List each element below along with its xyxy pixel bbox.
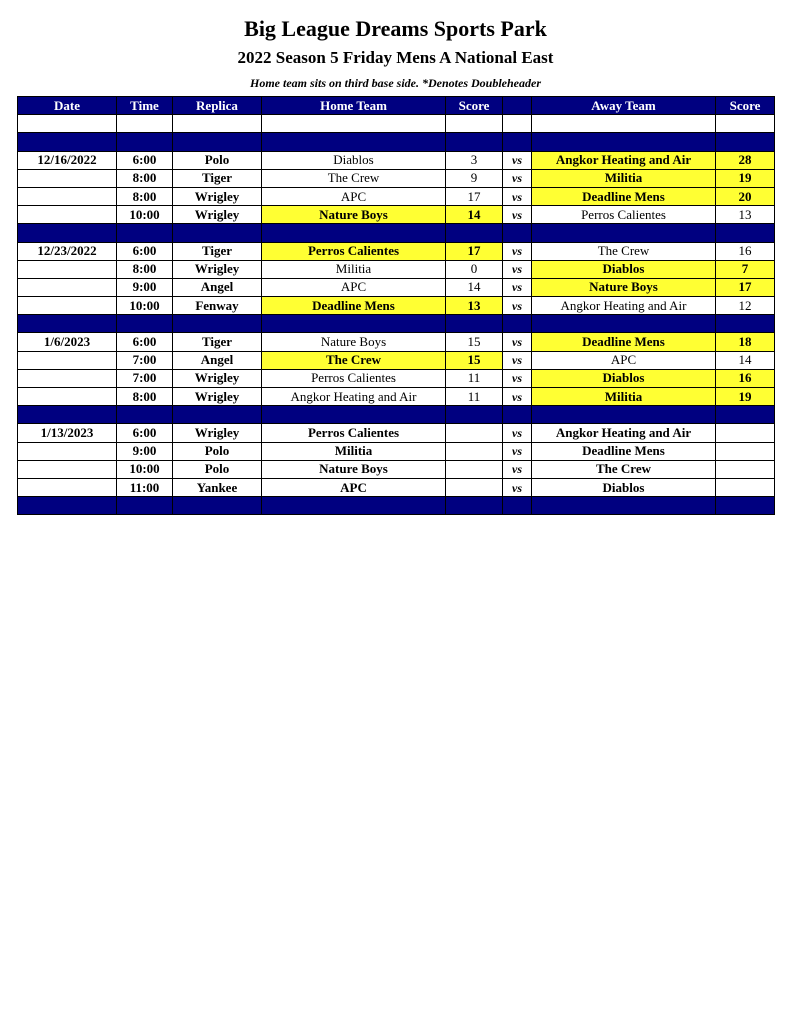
empty-cell	[18, 315, 117, 333]
vs-cell: vs	[503, 297, 532, 315]
empty-cell	[117, 115, 173, 133]
vs-cell: vs	[503, 187, 532, 205]
header-row	[18, 97, 775, 115]
col-header-away-team: Away Team	[532, 97, 716, 115]
spacer-row	[18, 224, 775, 242]
vs-cell: vs	[503, 369, 532, 387]
empty-cell	[117, 133, 173, 151]
empty-cell	[117, 497, 173, 515]
game-row	[18, 442, 775, 460]
empty-cell	[117, 315, 173, 333]
empty-cell	[532, 497, 716, 515]
col-header-away-score: Score	[716, 97, 775, 115]
away-score-cell: 19	[716, 388, 775, 406]
home-score-cell	[446, 424, 503, 442]
date-cell	[18, 478, 117, 496]
away-score-cell	[716, 478, 775, 496]
vs-cell: vs	[503, 424, 532, 442]
vs-cell: vs	[503, 206, 532, 224]
date-cell	[18, 369, 117, 387]
away-team-cell: The Crew	[532, 242, 716, 260]
empty-cell	[532, 406, 716, 424]
home-team-cell: Diablos	[262, 151, 446, 169]
spacer-row	[18, 406, 775, 424]
home-team-cell: Nature Boys	[262, 206, 446, 224]
empty-cell	[173, 115, 262, 133]
replica-field-cell: Wrigley	[173, 369, 262, 387]
home-team-cell: Deadline Mens	[262, 297, 446, 315]
replica-field-cell: Wrigley	[173, 206, 262, 224]
empty-cell	[446, 224, 503, 242]
vs-cell: vs	[503, 242, 532, 260]
date-cell: 12/16/2022	[18, 151, 117, 169]
col-header-home-score: Score	[446, 97, 503, 115]
game-row	[18, 388, 775, 406]
empty-cell	[532, 133, 716, 151]
game-row	[18, 151, 775, 169]
home-score-cell	[446, 442, 503, 460]
spacer-row	[18, 315, 775, 333]
away-score-cell: 16	[716, 242, 775, 260]
col-header-replica: Replica	[173, 97, 262, 115]
empty-cell	[503, 315, 532, 333]
empty-cell	[173, 315, 262, 333]
away-team-cell: Militia	[532, 388, 716, 406]
away-score-cell: 12	[716, 297, 775, 315]
col-header-time: Time	[117, 97, 173, 115]
empty-cell	[262, 115, 446, 133]
date-cell	[18, 206, 117, 224]
home-score-cell: 17	[446, 187, 503, 205]
away-score-cell: 18	[716, 333, 775, 351]
empty-cell	[18, 406, 117, 424]
empty-cell	[446, 497, 503, 515]
game-row	[18, 206, 775, 224]
empty-cell	[532, 115, 716, 133]
vs-cell: vs	[503, 169, 532, 187]
col-header-home-team: Home Team	[262, 97, 446, 115]
empty-cell	[503, 224, 532, 242]
vs-cell: vs	[503, 151, 532, 169]
empty-cell	[262, 497, 446, 515]
home-score-cell: 17	[446, 242, 503, 260]
time-cell: 11:00	[117, 478, 173, 496]
date-cell	[18, 351, 117, 369]
time-cell: 9:00	[117, 442, 173, 460]
game-row	[18, 242, 775, 260]
empty-cell	[716, 133, 775, 151]
empty-cell	[173, 406, 262, 424]
game-row	[18, 424, 775, 442]
replica-field-cell: Polo	[173, 460, 262, 478]
away-team-cell: Deadline Mens	[532, 187, 716, 205]
away-score-cell	[716, 442, 775, 460]
vs-cell: vs	[503, 478, 532, 496]
replica-field-cell: Polo	[173, 151, 262, 169]
away-team-cell: The Crew	[532, 460, 716, 478]
home-team-cell: APC	[262, 278, 446, 296]
date-cell: 1/6/2023	[18, 333, 117, 351]
away-team-cell: Nature Boys	[532, 278, 716, 296]
away-team-cell: Deadline Mens	[532, 333, 716, 351]
home-score-cell: 15	[446, 351, 503, 369]
time-cell: 9:00	[117, 278, 173, 296]
date-cell: 12/23/2022	[18, 242, 117, 260]
replica-field-cell: Tiger	[173, 169, 262, 187]
replica-field-cell: Polo	[173, 442, 262, 460]
spacer-row	[18, 497, 775, 515]
game-row	[18, 369, 775, 387]
empty-cell	[173, 133, 262, 151]
time-cell: 10:00	[117, 206, 173, 224]
home-score-cell: 9	[446, 169, 503, 187]
empty-cell	[446, 406, 503, 424]
time-cell: 6:00	[117, 151, 173, 169]
time-cell: 7:00	[117, 351, 173, 369]
away-team-cell: Diablos	[532, 260, 716, 278]
away-team-cell: Angkor Heating and Air	[532, 297, 716, 315]
empty-cell	[716, 497, 775, 515]
vs-cell: vs	[503, 278, 532, 296]
time-cell: 8:00	[117, 187, 173, 205]
schedule-table	[17, 96, 775, 515]
replica-field-cell: Tiger	[173, 333, 262, 351]
vs-cell: vs	[503, 260, 532, 278]
date-cell	[18, 442, 117, 460]
home-score-cell	[446, 460, 503, 478]
empty-cell	[716, 115, 775, 133]
blank-row	[18, 115, 775, 133]
empty-cell	[18, 224, 117, 242]
page-note: Home team sits on third base side. *Denotes Doubleheader	[250, 76, 541, 90]
time-cell: 10:00	[117, 460, 173, 478]
empty-cell	[117, 224, 173, 242]
home-team-cell: Militia	[262, 260, 446, 278]
replica-field-cell: Angel	[173, 351, 262, 369]
date-cell	[18, 460, 117, 478]
empty-cell	[262, 133, 446, 151]
home-score-cell: 15	[446, 333, 503, 351]
empty-cell	[446, 115, 503, 133]
replica-field-cell: Yankee	[173, 478, 262, 496]
empty-cell	[173, 497, 262, 515]
home-team-cell: Perros Calientes	[262, 242, 446, 260]
away-score-cell: 19	[716, 169, 775, 187]
empty-cell	[18, 133, 117, 151]
empty-cell	[503, 406, 532, 424]
home-team-cell: The Crew	[262, 169, 446, 187]
spacer-row	[18, 133, 775, 151]
home-score-cell: 11	[446, 388, 503, 406]
away-team-cell: Diablos	[532, 369, 716, 387]
replica-field-cell: Wrigley	[173, 260, 262, 278]
vs-cell: vs	[503, 333, 532, 351]
game-row	[18, 169, 775, 187]
empty-cell	[173, 224, 262, 242]
home-team-cell: Perros Calientes	[262, 369, 446, 387]
away-team-cell: Angkor Heating and Air	[532, 151, 716, 169]
away-score-cell: 17	[716, 278, 775, 296]
away-team-cell: APC	[532, 351, 716, 369]
game-row	[18, 187, 775, 205]
game-row	[18, 278, 775, 296]
home-team-cell: APC	[262, 187, 446, 205]
home-score-cell: 0	[446, 260, 503, 278]
col-header-vs	[503, 97, 532, 115]
vs-cell: vs	[503, 388, 532, 406]
replica-field-cell: Tiger	[173, 242, 262, 260]
game-row	[18, 297, 775, 315]
empty-cell	[532, 315, 716, 333]
empty-cell	[503, 115, 532, 133]
empty-cell	[18, 115, 117, 133]
empty-cell	[262, 224, 446, 242]
replica-field-cell: Wrigley	[173, 388, 262, 406]
date-cell: 1/13/2023	[18, 424, 117, 442]
time-cell: 8:00	[117, 388, 173, 406]
home-score-cell: 3	[446, 151, 503, 169]
home-team-cell: Perros Calientes	[262, 424, 446, 442]
home-team-cell: APC	[262, 478, 446, 496]
page-title: Big League Dreams Sports Park	[244, 16, 547, 41]
away-team-cell: Militia	[532, 169, 716, 187]
time-cell: 10:00	[117, 297, 173, 315]
away-score-cell: 16	[716, 369, 775, 387]
date-cell	[18, 187, 117, 205]
date-cell	[18, 260, 117, 278]
date-cell	[18, 278, 117, 296]
time-cell: 8:00	[117, 260, 173, 278]
time-cell: 6:00	[117, 424, 173, 442]
vs-cell: vs	[503, 460, 532, 478]
time-cell: 8:00	[117, 169, 173, 187]
away-score-cell: 14	[716, 351, 775, 369]
away-score-cell: 20	[716, 187, 775, 205]
empty-cell	[532, 224, 716, 242]
replica-field-cell: Fenway	[173, 297, 262, 315]
empty-cell	[117, 406, 173, 424]
away-score-cell: 13	[716, 206, 775, 224]
away-team-cell: Perros Calientes	[532, 206, 716, 224]
date-cell	[18, 297, 117, 315]
home-team-cell: Nature Boys	[262, 460, 446, 478]
game-row	[18, 260, 775, 278]
empty-cell	[446, 133, 503, 151]
home-score-cell: 11	[446, 369, 503, 387]
home-score-cell: 13	[446, 297, 503, 315]
replica-field-cell: Angel	[173, 278, 262, 296]
empty-cell	[262, 315, 446, 333]
date-cell	[18, 388, 117, 406]
empty-cell	[446, 315, 503, 333]
empty-cell	[262, 406, 446, 424]
home-team-cell: Militia	[262, 442, 446, 460]
empty-cell	[716, 315, 775, 333]
vs-cell: vs	[503, 351, 532, 369]
empty-cell	[18, 497, 117, 515]
away-team-cell: Diablos	[532, 478, 716, 496]
home-score-cell: 14	[446, 206, 503, 224]
home-score-cell: 14	[446, 278, 503, 296]
time-cell: 6:00	[117, 333, 173, 351]
away-score-cell	[716, 424, 775, 442]
empty-cell	[716, 406, 775, 424]
empty-cell	[503, 497, 532, 515]
vs-cell: vs	[503, 442, 532, 460]
away-score-cell: 7	[716, 260, 775, 278]
time-cell: 7:00	[117, 369, 173, 387]
replica-field-cell: Wrigley	[173, 187, 262, 205]
home-team-cell: The Crew	[262, 351, 446, 369]
away-team-cell: Angkor Heating and Air	[532, 424, 716, 442]
game-row	[18, 333, 775, 351]
replica-field-cell: Wrigley	[173, 424, 262, 442]
empty-cell	[716, 224, 775, 242]
home-team-cell: Nature Boys	[262, 333, 446, 351]
date-cell	[18, 169, 117, 187]
empty-cell	[503, 133, 532, 151]
game-row	[18, 460, 775, 478]
away-team-cell: Deadline Mens	[532, 442, 716, 460]
game-row	[18, 478, 775, 496]
col-header-date: Date	[18, 97, 117, 115]
time-cell: 6:00	[117, 242, 173, 260]
away-score-cell: 28	[716, 151, 775, 169]
away-score-cell	[716, 460, 775, 478]
home-score-cell	[446, 478, 503, 496]
game-row	[18, 351, 775, 369]
page-subtitle: 2022 Season 5 Friday Mens A National East	[237, 48, 554, 67]
home-team-cell: Angkor Heating and Air	[262, 388, 446, 406]
